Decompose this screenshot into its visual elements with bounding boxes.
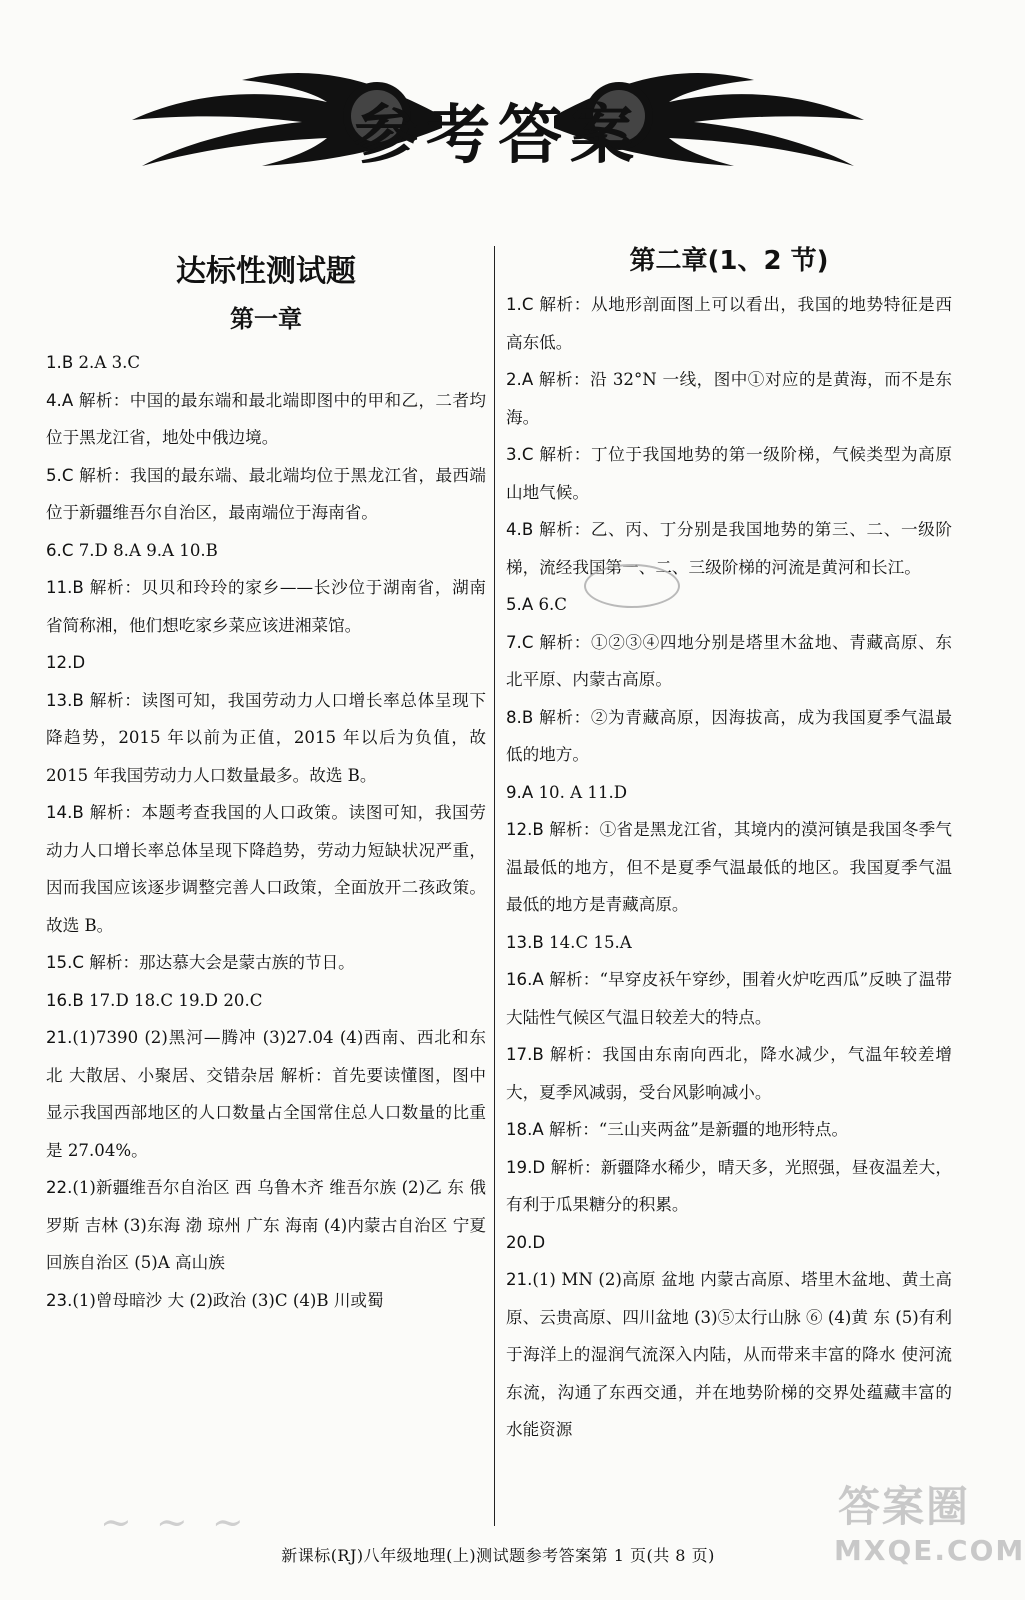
answer-item: 20.D [506,1232,546,1252]
chapter-title: 第一章 [230,305,302,333]
answer-item: 4.B 解析：乙、丙、丁分别是我国地势的第三、二、一级阶梯，流经我国第一、二、三级阶梯的河流是黄河和长江。 [506,520,952,577]
title-banner [0,40,996,190]
answer-item: 2.A 解析：沿 32°N 一线，图中①对应的是黄海，而不是东海。 [506,370,952,427]
page-footer: 新课标(RJ)八年级地理(上)测试题参考答案第 1 页(共 8 页) [281,1546,715,1565]
chapter-title: 第二章(1、2 节) [629,246,829,276]
answer-item: 4.A 解析：中国的最东端和最北端即图中的甲和乙，二者均位于黑龙江省，地处中俄边境。 [46,390,486,447]
page-title: 参考答案 [354,99,642,173]
answer-item: 5.A 6.C [506,595,567,614]
watermark-logo [834,1480,1025,1588]
answer-item: 16.B 17.D 18.C 19.D 20.C [46,990,263,1010]
answer-item: 17.B 解析：我国由东南向西北，降水减少，气温年较差增大，夏季风减弱，受台风影响减小。 [506,1045,952,1102]
answer-item: 12.B 解析：①省是黑龙江省，其境内的漠河镇是我国冬季气温最低的地方，但不是夏季气温最低的地区。我国夏季气温最低的地方是青藏高原。 [506,820,952,914]
left-column [46,240,486,1319]
answer-item: 7.C 解析：①②③④四地分别是塔里木盆地、青藏高原、东北平原、内蒙古高原。 [506,632,952,689]
answer-item: 14.B 解析：本题考查我国的人口政策。读图可知，我国劳动力人口增长率总体呈现下降趋势，劳动力短缺状况严重，因而我国应该逐步调整完善人口政策，全面放开二孩政策。故选 B。 [46,803,486,935]
answer-item: 11.B 解析：贝贝和玲玲的家乡——长沙位于湖南省，湖南省简称湘，他们想吃家乡菜应该进湘菜馆。 [46,578,486,635]
watermark-cn: 答案圈 [837,1482,970,1531]
answer-item: 6.C 7.D 8.A 9.A 10.B [46,540,218,560]
answer-item: 21.(1) MN (2)高原 盆地 内蒙古高原、塔里木盆地、黄土高原、云贵高原、四川盆地 (3)⑤太行山脉 ⑥ (4)黄 东 (5)有利于海洋上的湿润气流深入内陆，从而带来丰富的降水 使河流东流，沟通了东西交通，并在地势阶梯的交界处蕴藏丰富的水能资源 [506,1270,952,1439]
answer-item: 9.A 10. A 11.D [506,782,628,802]
answer-item: 12.D [46,653,86,672]
answer-item: 19.D 解析：新疆降水稀少，晴天多，光照强，昼夜温差大，有利于瓜果糖分的积累。 [506,1157,952,1214]
handwriting-overlay-icon: ~ ~ ~ [100,1500,250,1544]
answer-item: 21.(1)7390 (2)黑河—腾冲 (3)27.04 (4)西南、西北和东北 大散居、小聚居、交错杂居 解析：首先要读懂图，图中显示我国西部地区的人口数量占全国常住总人口数量的比重是 27.04%。 [46,1028,486,1160]
watermark-en: MXQE.COM [834,1534,1025,1567]
section-title: 达标性测试题 [176,254,356,289]
answer-item: 16.A 解析：“早穿皮袄午穿纱，围着火炉吃西瓜”反映了温带大陆性气候区气温日较差大的特点。 [506,970,952,1027]
answer-item: 1.B 2.A 3.C [46,353,141,372]
answer-item: 22.(1)新疆维吾尔自治区 西 乌鲁木齐 维吾尔族 (2)乙 东 俄罗斯 吉林 (3)东海 渤 琼州 广东 海南 (4)内蒙古自治区 宁夏回族自治区 (5)A 高山族 [46,1178,486,1272]
answer-item: 13.B 解析：读图可知，我国劳动力人口增长率总体呈现下降趋势，2015 年以前为正值，2015 年以后为负值，故 2015 年我国劳动力人口数量最多。故选 B。 [46,690,486,785]
answer-item: 18.A 解析：“三山夹两盆”是新疆的地形特点。 [506,1120,849,1139]
right-column [506,240,952,1449]
answer-item: 8.B 解析：②为青藏高原，因海拔高，成为我国夏季气温最低的地方。 [506,707,952,764]
column-divider [494,246,495,1526]
stamp-mark-icon [584,564,680,608]
answer-item: 15.C 解析：那达慕大会是蒙古族的节日。 [46,953,355,972]
answer-item: 23.(1)曾母暗沙 大 (2)政治 (3)C (4)B 川或蜀 [46,1290,384,1310]
answer-item: 3.C 解析：丁位于我国地势的第一级阶梯，气候类型为高原山地气候。 [506,445,952,502]
answer-item: 1.C 解析：从地形剖面图上可以看出，我国的地势特征是西高东低。 [506,295,952,352]
answer-item: 5.C 解析：我国的最东端、最北端均位于黑龙江省，最西端位于新疆维吾尔自治区，最南端位于海南省。 [46,465,486,522]
answer-item: 13.B 14.C 15.A [506,932,632,952]
